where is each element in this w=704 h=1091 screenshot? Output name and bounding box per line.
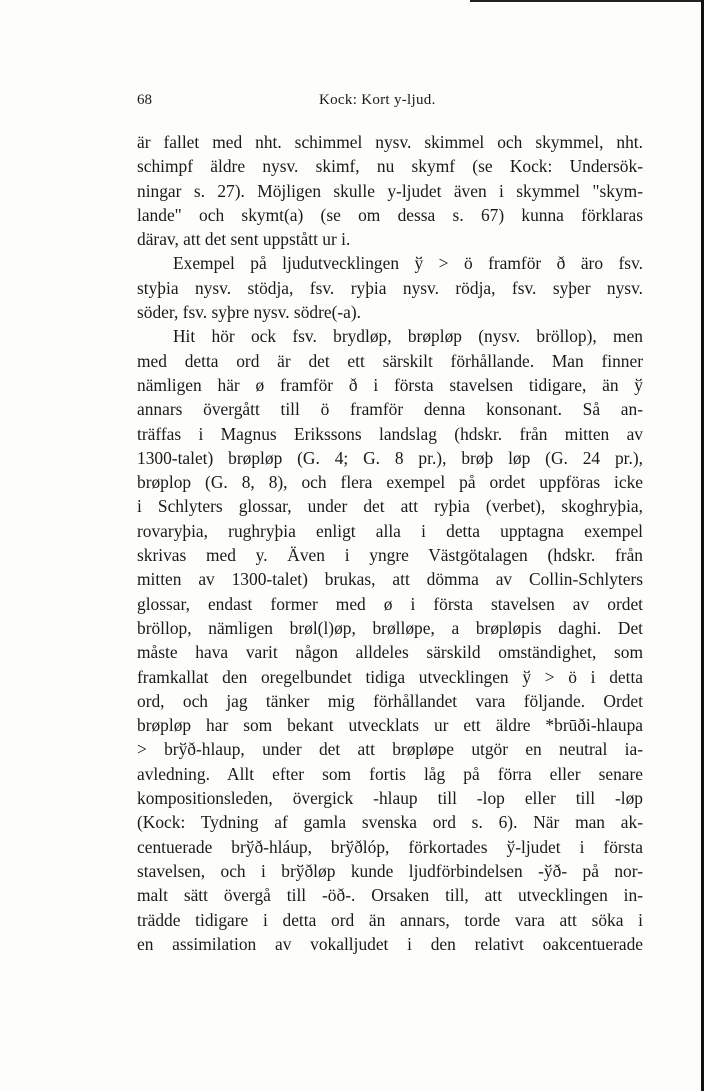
text-line: schimpf äldre nysv. skimf, nu skymf (se Kock: Undersök- (137, 156, 643, 177)
body-text (137, 130, 643, 956)
text-line: malt sätt övergå till -öð-. Orsaken till, att utvecklingen in- (137, 885, 643, 906)
text-line: trädde tidigare i detta ord än annars, torde vara att söka i (137, 909, 643, 930)
text-line: rovaryþia, rughryþia enligt alla i detta upptagna exempel (137, 520, 643, 541)
running-title: Kock: Kort y-ljud. (319, 92, 436, 108)
text-line: Exempel på ljudutvecklingen ў > ö framför ð äro fsv. (173, 253, 643, 274)
text-line: en assimilation av vokalljudet i den relativt oakcentuerade (137, 933, 643, 954)
text-line: kompositionsleden, övergick -hlaup till -lop eller till -løp (137, 788, 643, 809)
text-line: bröllop, nämligen brøl(l)øp, brølløpe, a brøpløpis daghi. Det (137, 617, 643, 638)
text-line: träffas i Magnus Erikssons landslag (hdskr. från mitten av (137, 423, 643, 444)
text-line: i Schlyters glossar, under det att ryþia (verbet), skoghryþia, (137, 496, 643, 517)
text-line: Hit hör ock fsv. brydløp, brøpløp (nysv. bröllop), men (173, 326, 643, 347)
text-line: ord, och jag tänker mig förhållandet vara följande. Ordet (137, 690, 643, 711)
text-line: (Kock: Tydning af gamla svenska ord s. 6). När man ak- (137, 812, 643, 833)
text-line: söder, fsv. syþre nysv. södre(-a). (137, 302, 362, 323)
text-line: brøplop (G. 8, 8), och flera exempel på ordet uppföras icke (137, 472, 643, 493)
page-header (137, 92, 643, 116)
text-line: avledning. Allt efter som fortis låg på förra eller senare (137, 763, 643, 784)
page-number: 68 (137, 92, 152, 108)
text-line: ningar s. 27). Möjligen skulle y-ljudet även i skymmel "skym- (137, 180, 643, 201)
text-line: därav, att det sent uppstått ur i. (137, 229, 351, 250)
text-line: mitten av 1300-talet) brukas, att dömma av Collin-Schlyters (137, 569, 643, 590)
text-line: framkallat den oregelbundet tidiga utvecklingen ў > ö i detta (137, 666, 643, 687)
text-line: är fallet med nht. schimmel nysv. skimmel och skymmel, nht. (137, 132, 643, 152)
text-line: glossar, endast former med ø i första stavelsen av ordet (137, 593, 643, 614)
text-line: styþia nysv. stödja, fsv. ryþia nysv. rödja, fsv. syþer nysv. (137, 277, 643, 298)
text-line: > brўð-hlaup, under det att brøpløpe utgör en neutral ia- (137, 739, 643, 760)
text-line: stavelsen, och i brўðløp kunde ljudförbindelsen -ўð- på nor- (137, 860, 643, 881)
text-line: lande" och skymt(a) (se om dessa s. 67) kunna förklaras (137, 204, 643, 225)
text-line: skrivas med y. Även i yngre Västgötalagen (hdskr. från (137, 545, 643, 566)
text-line: 1300-talet) brøpløp (G. 4; G. 8 pr.), brøþ løp (G. 24 pr.), (137, 447, 643, 468)
text-line: nämligen här ø framför ð i första stavelsen tidigare, än ў (137, 374, 643, 395)
page-edge-top (470, 0, 704, 2)
text-line: centuerade brўð-hláup, brўðlóp, förkortades ў-ljudet i första (137, 836, 643, 857)
text-line: måste hava varit någon alldeles särskild omständighet, som (137, 642, 643, 663)
text-line: brøpløp har som bekant utvecklats ur ett äldre *brūði-hlaupa (137, 715, 643, 736)
text-line: med detta ord är det ett särskilt förhållande. Man finner (137, 350, 643, 371)
text-line: annars övergått till ö framför denna konsonant. Så an- (137, 399, 643, 420)
